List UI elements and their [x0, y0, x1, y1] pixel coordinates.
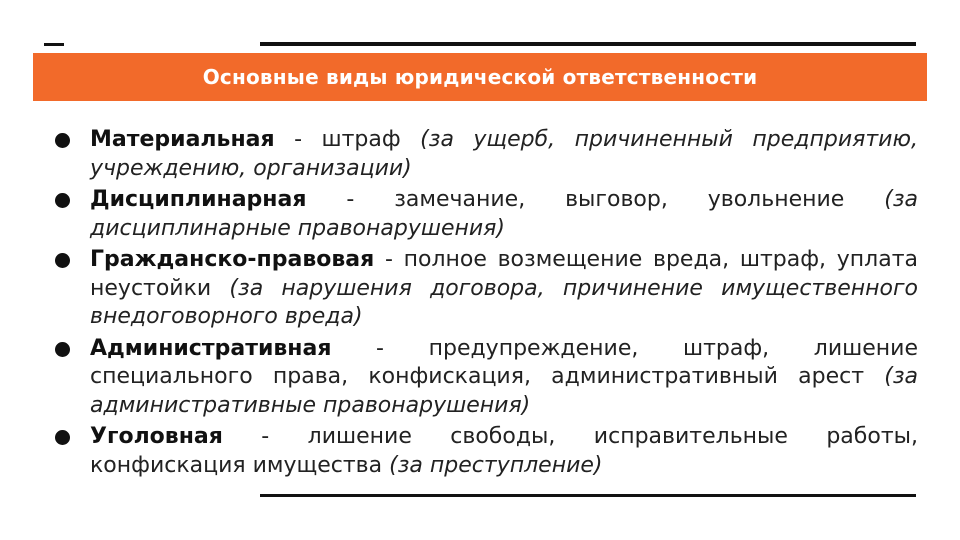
- item-description: - замечание, выговор, увольнение: [306, 187, 885, 212]
- item-term: Уголовная: [90, 424, 223, 449]
- item-note: (за ущерб, причиненный предприятию, учреждению, организации): [90, 127, 918, 181]
- bullet-icon: [55, 430, 70, 445]
- title-banner: [33, 53, 927, 101]
- item-term: Материальная: [90, 127, 275, 152]
- list-item-administrative: [52, 335, 918, 421]
- bullet-icon: [55, 342, 70, 357]
- item-description: - лишение свободы, исправительные работы, конфискация имущества: [90, 424, 918, 478]
- item-description: - предупреждение, штраф, лишение специального права, конфискация, административный арест: [90, 335, 918, 389]
- bullet-icon: [55, 193, 70, 208]
- slide-title: Основные виды юридической ответственности: [202, 65, 758, 89]
- top-rule: [260, 42, 916, 46]
- bullet-icon: [55, 253, 70, 268]
- list-item-criminal: [52, 423, 918, 480]
- item-description: - штраф: [274, 127, 421, 152]
- liability-list: [52, 126, 918, 483]
- list-item-disciplinary: [52, 186, 918, 243]
- list-item-civil: [52, 246, 918, 332]
- item-note: (за нарушения договора, причинение имущественного внедоговорного вреда): [90, 275, 918, 329]
- item-note: (за дисциплинарные правонарушения): [90, 187, 918, 241]
- bottom-rule: [260, 494, 916, 497]
- item-term: Административная: [90, 335, 332, 361]
- item-note: (за административные правонарушения): [90, 364, 918, 418]
- top-left-rule: [44, 43, 64, 46]
- item-term: Дисциплинарная: [90, 187, 307, 212]
- item-note: (за преступление): [389, 452, 603, 478]
- bullet-icon: [55, 133, 70, 148]
- item-term: Гражданско-правовая: [90, 247, 375, 272]
- item-description: - полное возмещение вреда, штраф, уплата неустойки: [90, 247, 918, 301]
- list-item-material: [52, 126, 918, 183]
